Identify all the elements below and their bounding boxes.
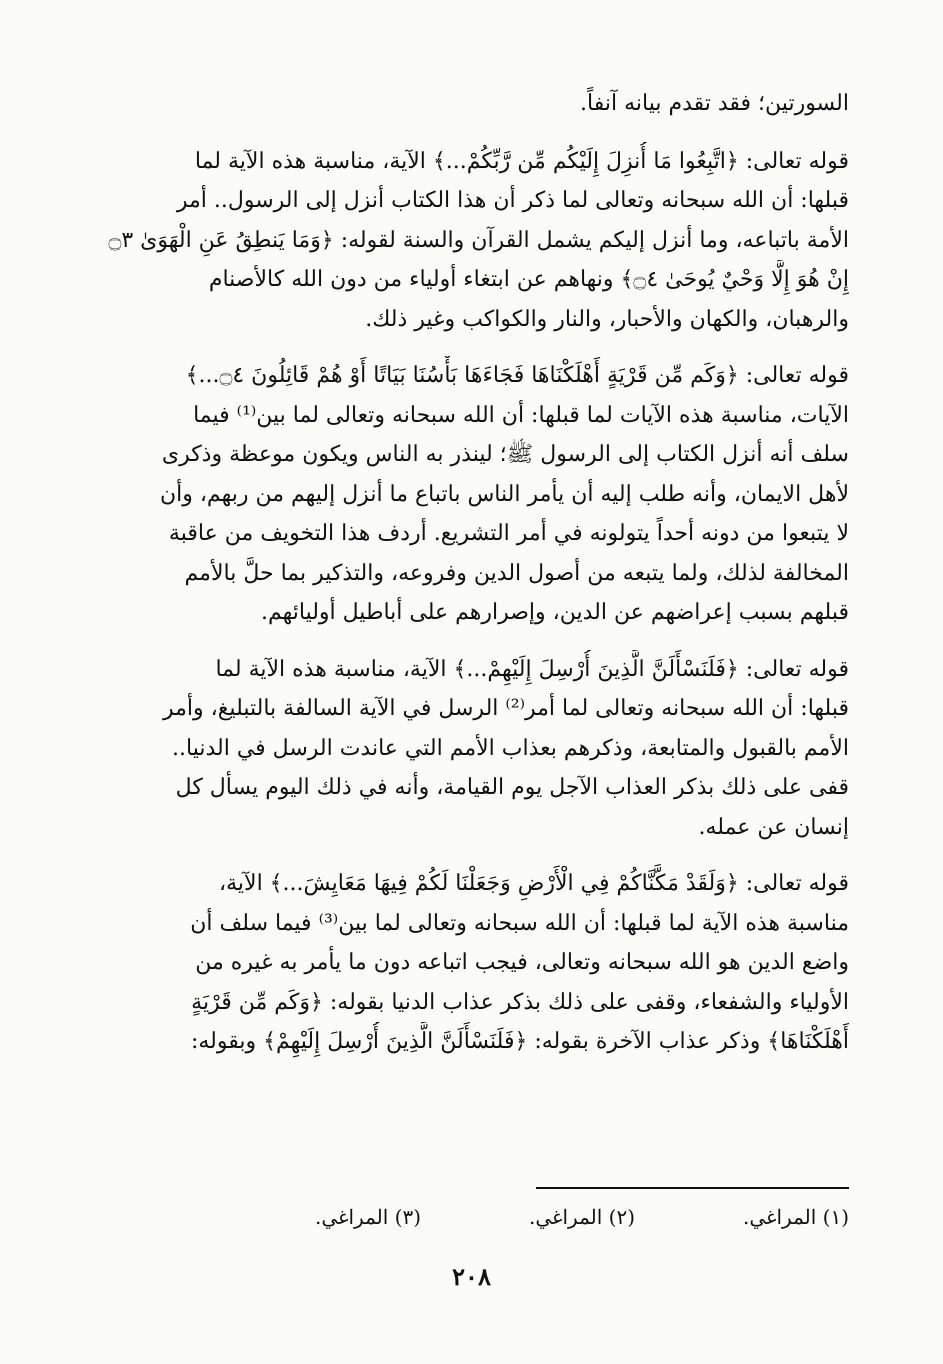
text-line: مناسبة هذه الآية لما قبلها: أن الله سبحانه وتعالى لما بين⁽³⁾ فيما سلف أن xyxy=(190,910,849,936)
text-line: قوله تعالى: ﴿اتَّبِعُوا مَا أُنزِلَ إِلَيْكُم مِّن رَّبِّكُمْ...﴾ الآية، مناسبة هذه الآية لما xyxy=(194,148,849,174)
text-line: قفى على ذلك بذكر العذاب الآجل يوم القيامة، وأنه في ذلك اليوم يسأل كل xyxy=(175,775,849,800)
footnote: (٣) المراغي. xyxy=(314,1205,421,1229)
text-line: أَهْلَكْنَاهَا﴾ وذكر عذاب الآخرة بقوله: ﴿فَلَنَسْأَلَنَّ الَّذِينَ أُرْسِلَ إِلَيْهِمْ﴾ وبقوله: xyxy=(190,1029,849,1054)
text-line: والرهبان، والكهان والأحبار، والنار والكواكب وغير ذلك. xyxy=(365,306,849,332)
footnote: (٢) المراغي. xyxy=(528,1205,635,1229)
text-line: الآيات، مناسبة هذه الآيات لما قبلها: أن الله سبحانه وتعالى لما بين⁽¹⁾ فيما xyxy=(193,402,849,428)
footnote: (١) المراغي. xyxy=(742,1205,849,1229)
text-line: لا يتبعوا من دونه أحداً يتولونه في أمر التشريع. أردف هذا التخويف من عاقبة xyxy=(168,521,849,546)
footnote-divider xyxy=(536,1187,849,1189)
paragraph xyxy=(78,356,849,633)
text-line: الأمة باتباعه، وما أنزل إليكم يشمل القرآن والسنة لقوله: ﴿وَمَا يَنطِقُ عَنِ الْهَوَىٰ ۝٣ xyxy=(108,227,849,253)
text-line: الأمم بالقبول والمتابعة، وذكرهم بعذاب الأمم التي عاندت الرسل في الدنيا.. xyxy=(172,735,849,761)
text-line: قبلها: أن الله سبحانه وتعالى لما ذكر أن هذا الكتاب أنزل إلى الرسول.. أمر xyxy=(176,188,849,213)
paragraph xyxy=(78,84,849,124)
text-line: السورتين؛ فقد تقدم بيانه آنفاً. xyxy=(580,91,849,116)
text-line: إِنْ هُوَ إِلَّا وَحْيٌ يُوحَىٰ ۝٤﴾ ونهاهم عن ابتغاء أولياء من دون الله كالأصنام xyxy=(208,267,849,292)
text-line: واضع الدين هو الله سبحانه وتعالى، فيجب اتباعه دون ما يأمر به غيره من xyxy=(195,950,849,975)
paragraph xyxy=(78,864,849,1062)
text-line: قوله تعالى: ﴿فَلَنَسْأَلَنَّ الَّذِينَ أُرْسِلَ إِلَيْهِمْ...﴾ الآية، مناسبة هذه الآية لما xyxy=(215,656,849,682)
main-text xyxy=(78,84,849,1079)
paragraph xyxy=(78,650,849,848)
text-line: سلف أنه أنزل الكتاب إلى الرسول ﷺ؛ لينذر به الناس ويكون موعظة وذكرى xyxy=(161,442,849,467)
text-line: لأهل الايمان، وأنه طلب إليه أن يأمر الناس باتباع ما أنزل إليهم من ربهم، وأن xyxy=(159,481,849,507)
text-line: إنسان عن عمله. xyxy=(698,814,849,840)
text-line: قبلها: أن الله سبحانه وتعالى لما أمر⁽²⁾ الرسل في الآية السالفة بالتبليغ، وأمر xyxy=(162,696,849,721)
text-line: الأولياء والشفعاء، وقفى على ذلك بذكر عذاب الدنيا بقوله: ﴿وَكَم مِّن قَرْيَةٍ xyxy=(191,989,849,1015)
page-number: ٢٠٨ xyxy=(452,1262,491,1291)
paragraph xyxy=(78,142,849,340)
text-line: قوله تعالى: ﴿وَلَقَدْ مَكَّنَّاكُمْ فِي الْأَرْضِ وَجَعَلْنَا لَكُمْ فِيهَا مَعَايِشَ...﴾ الآية، xyxy=(219,871,849,896)
text-line: قوله تعالى: ﴿وَكَم مِّن قَرْيَةٍ أَهْلَكْنَاهَا فَجَاءَهَا بَأْسُنَا بَيَاتًا أَوْ هُمْ قَائِلُونَ ۝٤...﴾ xyxy=(185,363,849,388)
text-line: المخالفة لذلك، ولما يتبعه من أصول الدين وفروعه، والتذكير بما حلَّ بالأمم xyxy=(184,560,849,586)
footnotes xyxy=(200,1205,849,1229)
text-line: قبلهم بسبب إعراضهم عن الدين، وإصرارهم على أباطيل أوليائهم. xyxy=(260,600,849,625)
